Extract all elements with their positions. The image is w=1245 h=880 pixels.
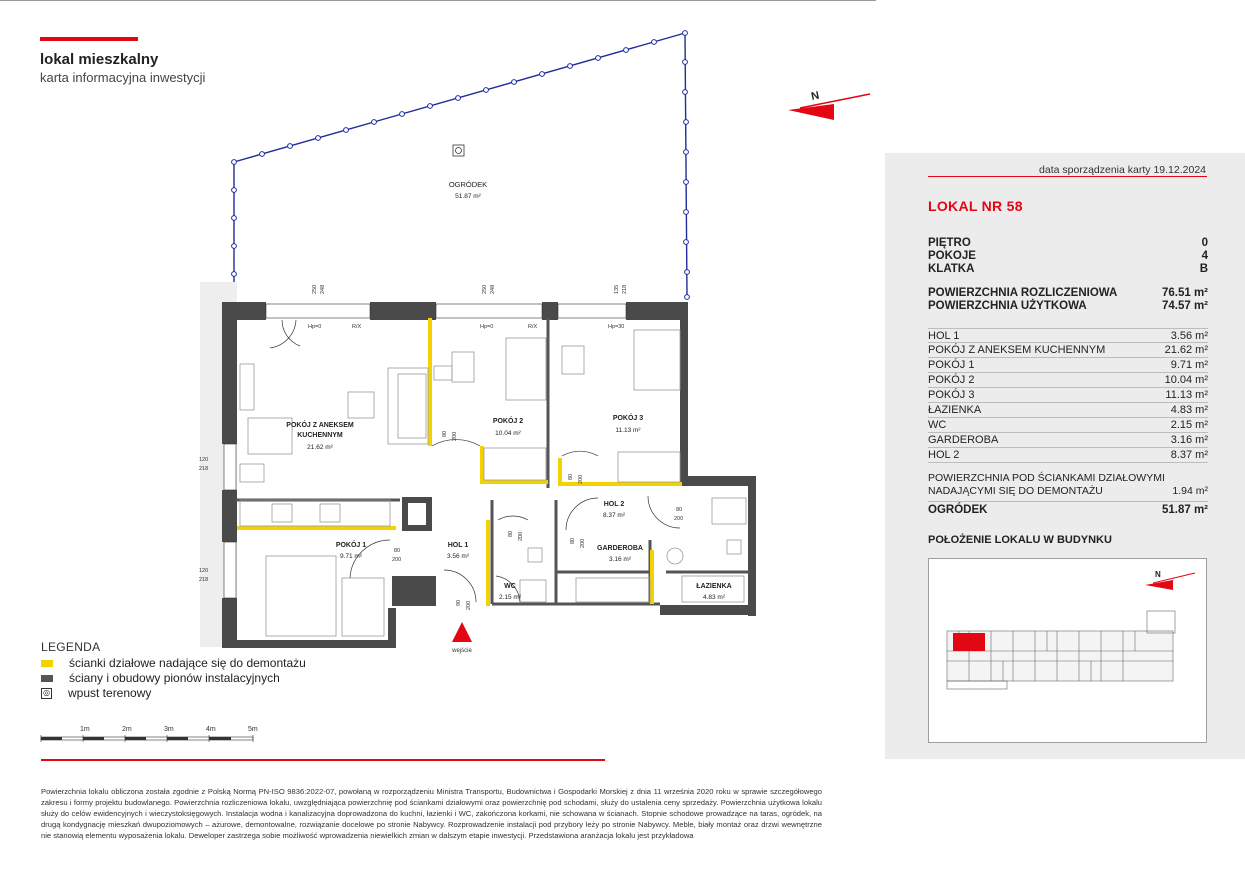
svg-text:80: 80 — [570, 537, 576, 544]
svg-text:120: 120 — [199, 457, 209, 463]
svg-text:80: 80 — [676, 507, 683, 513]
svg-text:200: 200 — [674, 516, 684, 522]
room-area-living: 21.62 m² — [307, 444, 333, 451]
garden-label: OGRÓDEK — [448, 180, 488, 189]
bottom-rule — [41, 759, 605, 761]
date-rule — [928, 176, 1207, 177]
card-date: data sporządzenia karty 19.12.2024 — [1039, 164, 1206, 176]
usable-area-row: POWIERZCHNIA UŻYTKOWA 74.57 m² — [928, 300, 1208, 312]
svg-text:218: 218 — [199, 466, 209, 472]
svg-text:R/X: R/X — [528, 324, 538, 330]
room-area-hol1: 3.56 m² — [446, 553, 470, 560]
garden-row: OGRÓDEK 51.87 m² — [928, 501, 1208, 516]
room-row: HOL 1 3.56 m² — [928, 330, 1208, 342]
svg-text:3m: 3m — [164, 726, 174, 733]
svg-text:248: 248 — [320, 284, 326, 294]
room-area-lazienka: 4.83 m² — [702, 594, 726, 601]
svg-text:200: 200 — [466, 600, 472, 610]
room-area-pokoj3: 11.13 m² — [615, 427, 641, 434]
svg-text:135: 135 — [614, 284, 620, 294]
building-location-map — [928, 558, 1207, 743]
room-area-hol2: 8.37 m² — [602, 512, 626, 519]
room-label-wc: WC — [504, 583, 516, 590]
room-label-pokoj2: POKÓJ 2 — [492, 418, 524, 425]
legend-item-drain — [41, 686, 151, 700]
scale-bar — [41, 726, 258, 742]
settlement-area-row: POWIERZCHNIA ROZLICZENIOWA 76.51 m² — [928, 287, 1208, 299]
north-arrow-icon — [788, 90, 870, 120]
svg-text:200: 200 — [392, 557, 402, 563]
room-label-hol1: HOL 1 — [447, 542, 469, 549]
legend-title: LEGENDA — [41, 640, 101, 654]
svg-text:R/X: R/X — [352, 324, 362, 330]
garden-area: 51.87 m² — [455, 193, 481, 200]
room-row: POKÓJ 2 10.04 m² — [928, 374, 1208, 386]
room-area-pokoj1: 9.71 m² — [339, 553, 363, 560]
svg-text:200: 200 — [580, 538, 586, 548]
room-row: POKÓJ 1 9.71 m² — [928, 359, 1208, 371]
svg-text:4m: 4m — [206, 726, 216, 733]
svg-text:120: 120 — [199, 568, 209, 574]
room-row: WC 2.15 m² — [928, 419, 1208, 431]
footnote: Powierzchnia lokalu obliczona została zgodnie z Polską Normą PN-ISO 9836:2022-07, powołaną w rozporządzeniu Ministra Transportu, Budownictwa i Gospodarki Morskiej z dnia 11 września 2020 roku w sprawie szczegółowego zakresu i formy projektu budowlanego. Powierzchnia rozliczeniowa lokalu, uwzględniająca powierzchnię pod ściankami działowymi oraz powierzchnię pod schodami, służy do ustalenia ceny sprzedaży. Powierzchnia użytkowa lokalu służy do celów ewidencyjnych i wieczystoksięgowych. Instalacja wodna i kanalizacyjna doprowadzona do kuchni, łazienki i WC, zakończona korkami, nie schowana w ścianach. Stopnie schodowe prowadzące na taras, ogródek, na drugą kondygnację mieszkań dwupoziomowych – ażurowe, demontowalne, rozwiązanie docelowe po stronie Nabywcy. Rozprowadzenie instalacji pod przybory leży po stronie Nabywcy. Meble, biały montaż oraz drzwi wewnętrzne nie stanowią elementu wyposażenia lokalu. Deweloper zastrzega sobie możliwość wprowadzenia niewielkich zmian w dalszym etapie inwestycji. Przedstawiona aranżacja lokalu jest przykładowa — [41, 787, 822, 840]
svg-text:80: 80 — [508, 530, 514, 537]
svg-text:200: 200 — [452, 431, 458, 441]
room-label-pokoj1: POKÓJ 1 — [335, 542, 367, 549]
svg-text:90: 90 — [456, 599, 462, 606]
building-plan — [929, 559, 1206, 742]
drain-icon — [453, 145, 464, 156]
entrance-label: wejście — [452, 648, 472, 654]
svg-text:1m: 1m — [80, 726, 90, 733]
position-title: POŁOŻENIE LOKALU W BUDYNKU — [928, 534, 1112, 546]
garden-boundary-dots — [232, 31, 690, 300]
svg-text:218: 218 — [622, 284, 628, 294]
svg-text:2m: 2m — [122, 726, 132, 733]
legend-item-walls — [41, 671, 280, 685]
legend-item-demountable — [41, 656, 306, 670]
room-row: ŁAZIENKA 4.83 m² — [928, 404, 1208, 416]
page-title: lokal mieszkalny — [40, 51, 159, 68]
svg-text:5m: 5m — [248, 726, 258, 733]
legend-label: wpust terenowy — [68, 686, 152, 700]
room-label-living: POKÓJ Z ANEKSEM — [286, 422, 354, 429]
room-label-living-2: KUCHENNYM — [297, 432, 343, 439]
svg-text:200: 200 — [578, 474, 584, 484]
room-label-hol2: HOL 2 — [603, 501, 625, 508]
svg-text:80: 80 — [442, 430, 448, 437]
north-label: N — [810, 89, 821, 103]
demountable-area-row: POWIERZCHNIA POD ŚCIANKAMI DZIAŁOWYMI NADAJĄCYMI SIĘ DO DEMONTAŻU 1.94 m² — [928, 472, 1208, 497]
room-label-garderoba: GARDEROBA — [597, 545, 643, 552]
page-subtitle: karta informacyjna inwestycji — [40, 70, 206, 85]
svg-text:Hp=0: Hp=0 — [308, 324, 322, 330]
mini-north-label: N — [1155, 570, 1161, 579]
svg-text:Hp=0: Hp=0 — [480, 324, 494, 330]
svg-text:80: 80 — [394, 548, 401, 554]
room-area-garderoba: 3.16 m² — [608, 556, 632, 563]
svg-text:248: 248 — [490, 284, 496, 294]
rooms-row: POKOJE 4 — [928, 250, 1208, 262]
room-row: POKÓJ 3 11.13 m² — [928, 389, 1208, 401]
mini-north-arrow-icon — [1145, 570, 1195, 590]
staircase-row: KLATKA B — [928, 263, 1208, 275]
svg-text:250: 250 — [312, 284, 318, 294]
legend-label: ściany i obudowy pionów instalacyjnych — [69, 671, 280, 685]
room-area-wc: 2.15 m² — [498, 594, 522, 601]
room-label-lazienka: ŁAZIENKA — [696, 583, 732, 590]
legend-swatch-yellow — [41, 660, 53, 667]
room-row: HOL 2 8.37 m² — [928, 449, 1208, 461]
svg-text:80: 80 — [568, 473, 574, 480]
room-row: GARDEROBA 3.16 m² — [928, 434, 1208, 446]
svg-text:218: 218 — [199, 577, 209, 583]
shaft-inner — [408, 503, 426, 525]
room-row: POKÓJ Z ANEKSEM KUCHENNYM 21.62 m² — [928, 344, 1208, 356]
svg-text:250: 250 — [482, 284, 488, 294]
legend-label: ścianki działowe nadające się do demontażu — [69, 656, 306, 670]
svg-text:200: 200 — [518, 531, 524, 541]
info-panel — [885, 153, 1245, 759]
unit-highlight — [953, 633, 985, 651]
unit-number: LOKAL NR 58 — [928, 198, 1023, 214]
legend-swatch-gray — [41, 675, 53, 682]
room-label-pokoj3: POKÓJ 3 — [612, 415, 644, 422]
room-area-pokoj2: 10.04 m² — [495, 430, 521, 437]
floor-row: PIĘTRO 0 — [928, 237, 1208, 249]
drain-icon: ◎ — [41, 688, 52, 699]
garden-boundary — [234, 33, 687, 297]
svg-text:Hp=30: Hp=30 — [608, 324, 625, 330]
